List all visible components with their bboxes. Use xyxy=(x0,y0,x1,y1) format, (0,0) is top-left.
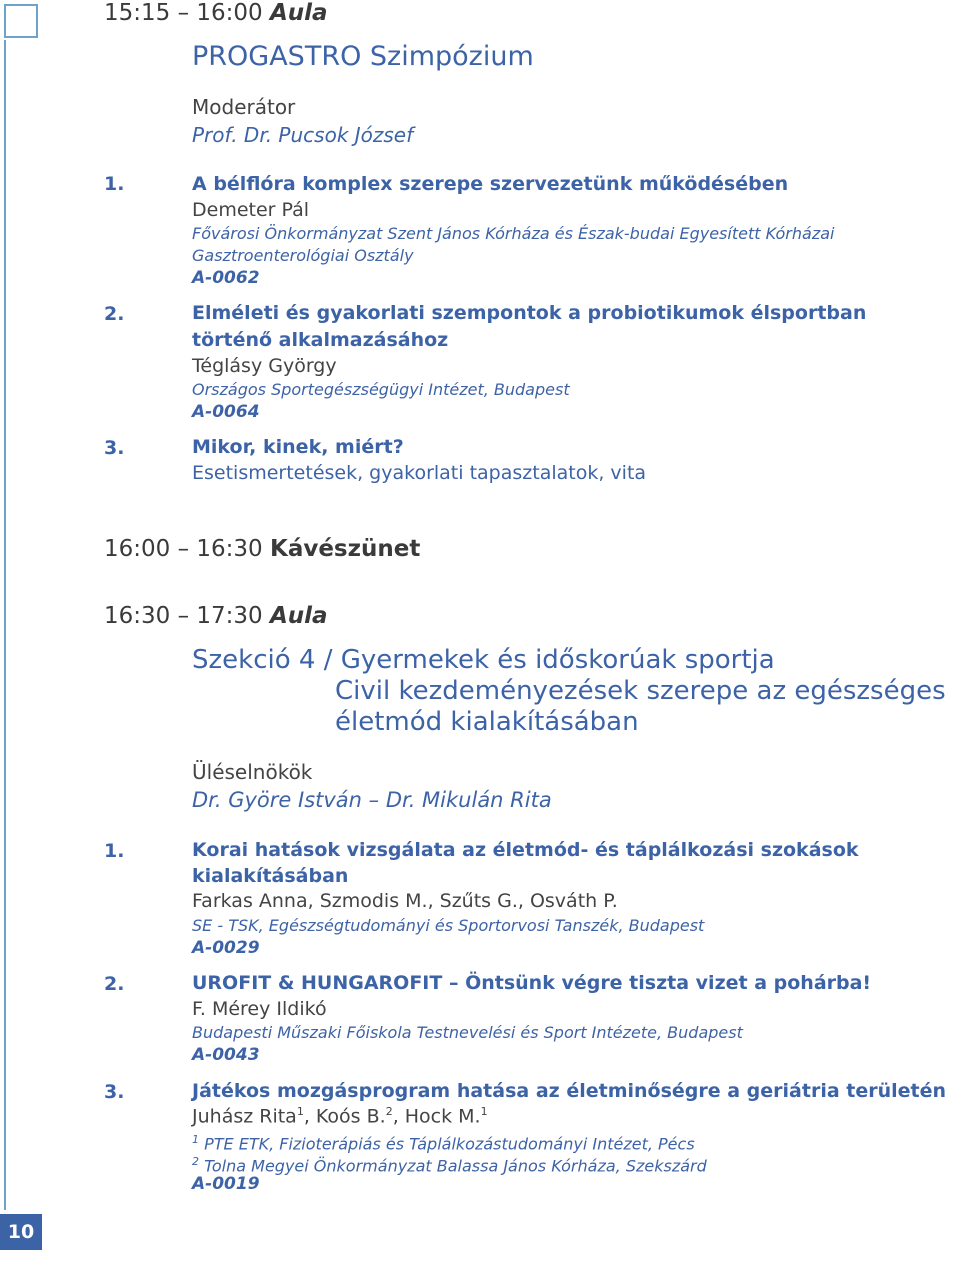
talk-title: Játékos mozgásprogram hatása az életminőségre a geriátria területén xyxy=(192,1080,947,1102)
talk-title: történő alkalmazásához xyxy=(192,329,449,351)
talk-author: F. Mérey Ildikó xyxy=(192,998,327,1020)
abstract-code: A-0019 xyxy=(192,1174,260,1194)
talk-number: 1. xyxy=(104,173,125,195)
time-range: 16:30 – 17:30 xyxy=(104,603,263,629)
location: Aula xyxy=(270,603,328,629)
talk-title: Korai hatások vizsgálata az életmód- és táplálkozási szokások xyxy=(192,839,859,861)
talk-affiliation: SE - TSK, Egészségtudományi és Sportorvosi Tanszék, Budapest xyxy=(192,916,705,935)
session-time-2 xyxy=(104,603,328,629)
location: Aula xyxy=(270,0,328,26)
talk-authors: Juhász Rita$^1$, Koós B.$^2$, Hock M.$^1$ xyxy=(192,1105,488,1128)
talk-title: Mikor, kinek, miért? xyxy=(192,436,404,458)
talk-affiliation: Országos Sportegészségügyi Intézet, Budapest xyxy=(192,380,570,399)
symposium-title: PROGASTRO Szimpózium xyxy=(192,41,534,72)
talk-title: UROFIT & HUNGAROFIT – Öntsünk végre tiszta vizet a pohárba! xyxy=(192,972,872,994)
section-subtitle: életmód kialakításában xyxy=(335,707,639,737)
margin-line xyxy=(4,40,6,1210)
session-time-1 xyxy=(104,0,328,26)
talk-title: kialakításában xyxy=(192,865,349,887)
checkbox[interactable] xyxy=(4,4,38,38)
talk-description: Esetismertetések, gyakorlati tapasztalatok, vita xyxy=(192,462,647,484)
talk-number: 3. xyxy=(104,1081,125,1103)
abstract-code: A-0064 xyxy=(192,402,260,422)
time-range: 16:00 – 16:30 xyxy=(104,536,263,562)
talk-title: Elméleti és gyakorlati szempontok a probiotikumok élsportban xyxy=(192,302,867,324)
talk-number: 2. xyxy=(104,973,125,995)
abstract-code: A-0062 xyxy=(192,268,260,288)
section-title: Szekció 4 / Gyermekek és időskorúak sportja xyxy=(192,645,775,675)
talk-affiliation: Gasztroenterológiai Osztály xyxy=(192,246,414,265)
abstract-code: A-0043 xyxy=(192,1045,260,1065)
talk-author: Demeter Pál xyxy=(192,199,310,221)
talk-affiliation: Budapesti Műszaki Főiskola Testnevelési és Sport Intézete, Budapest xyxy=(192,1023,743,1042)
break-label: Kávészünet xyxy=(270,536,421,562)
talk-number: 1. xyxy=(104,840,125,862)
moderator-name: Prof. Dr. Pucsok József xyxy=(192,123,414,147)
talk-title: A bélflóra komplex szerepe szervezetünk működésében xyxy=(192,173,789,195)
page-number: 10 xyxy=(0,1214,42,1250)
chairs-names: Dr. Györe István – Dr. Mikulán Rita xyxy=(192,788,552,812)
moderator-label: Moderátor xyxy=(192,95,296,119)
break-time xyxy=(104,536,420,562)
chairs-label: Üléselnökök xyxy=(192,760,313,784)
section-subtitle: Civil kezdeményezések szerepe az egészséges xyxy=(335,676,946,706)
talk-number: 3. xyxy=(104,437,125,459)
talk-author: Téglásy György xyxy=(192,355,337,377)
talk-affiliation: Fővárosi Önkormányzat Szent János Kórháza és Észak-budai Egyesített Kórházai xyxy=(192,224,835,243)
talk-affiliation: $^2$ Tolna Megyei Önkormányzat Balassa János Kórháza, Szekszárd xyxy=(192,1155,707,1176)
talk-number: 2. xyxy=(104,303,125,325)
talk-author: Farkas Anna, Szmodis M., Szűts G., Osváth P. xyxy=(192,890,618,912)
talk-affiliation: $^1$ PTE ETK, Fizioterápiás és Táplálkozástudományi Intézet, Pécs xyxy=(192,1133,695,1154)
time-range: 15:15 – 16:00 xyxy=(104,0,263,26)
abstract-code: A-0029 xyxy=(192,938,260,958)
